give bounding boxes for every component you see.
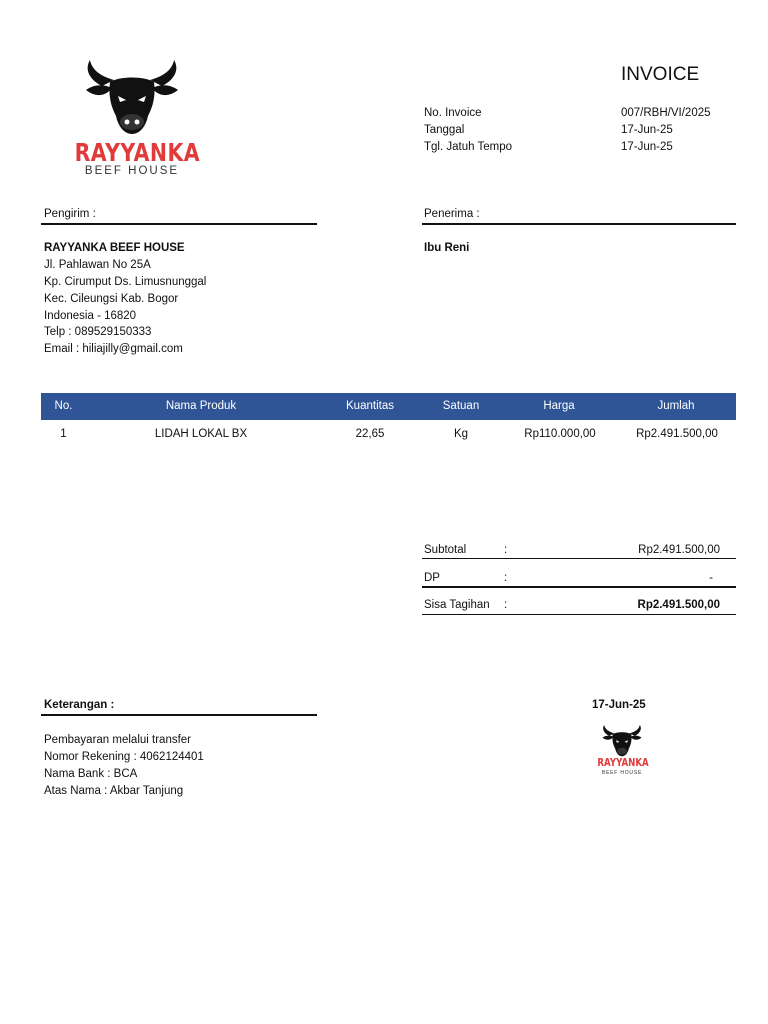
notes-line: Pembayaran melalui transfer: [44, 734, 192, 746]
bull-head-icon: [592, 724, 652, 758]
invoice-number-label: No. Invoice: [424, 107, 482, 119]
dp-value: -: [709, 572, 713, 584]
notes-line: Nama Bank : BCA: [44, 768, 138, 780]
dp-colon: :: [504, 572, 508, 584]
balance-due-colon: :: [504, 599, 508, 611]
bull-head-icon: [62, 58, 202, 138]
sender-address-line: Jl. Pahlawan No 25A: [44, 259, 151, 271]
column-header-amount: Jumlah: [657, 400, 695, 412]
column-header-no: No.: [54, 400, 73, 412]
subtotal-label: Subtotal: [424, 544, 467, 556]
notes-divider: [41, 714, 317, 716]
sender-address-line: Indonesia - 16820: [44, 310, 137, 322]
invoice-number-value: 007/RBH/VI/2025: [621, 107, 711, 119]
balance-due-value: Rp2.491.500,00: [637, 599, 720, 611]
column-header-quantity: Kuantitas: [346, 400, 394, 412]
cell-amount: Rp2.491.500,00: [636, 428, 718, 440]
sender-heading: Pengirim :: [44, 208, 96, 220]
signature-logo: [592, 724, 652, 780]
subtotal-value: Rp2.491.500,00: [638, 544, 720, 556]
balance-due-label: Sisa Tagihan: [424, 599, 490, 611]
sender-divider: [41, 223, 317, 225]
due-date-value: 17-Jun-25: [621, 141, 673, 153]
column-header-product: Nama Produk: [165, 400, 237, 412]
invoice-date-value: 17-Jun-25: [621, 124, 673, 136]
sender-phone: Telp : 089529150333: [44, 326, 152, 338]
subtotal-colon: :: [504, 544, 508, 556]
recipient-name: Ibu Reni: [424, 242, 470, 254]
invoice-date-label: Tanggal: [424, 124, 465, 136]
column-header-unit: Satuan: [442, 400, 480, 412]
brand-subtitle: BEEF HOUSE: [84, 165, 180, 177]
cell-quantity: 22,65: [355, 428, 385, 440]
sender-address-line: Kp. Cirumput Ds. Limusnunggal: [44, 276, 207, 288]
sender-email: Email : hiliajilly@gmail.com: [44, 343, 183, 355]
subtotal-divider: [422, 558, 736, 559]
notes-heading: Keterangan :: [44, 699, 115, 711]
column-header-price: Harga: [543, 400, 575, 412]
due-date-label: Tgl. Jatuh Tempo: [424, 141, 513, 153]
signature-brand-name: RAYYANKA: [597, 757, 649, 769]
notes-line: Nomor Rekening : 4062124401: [44, 751, 204, 763]
sender-name: RAYYANKA BEEF HOUSE: [44, 242, 185, 254]
recipient-divider: [422, 223, 736, 225]
items-table-header: [41, 393, 736, 420]
recipient-heading: Penerima :: [424, 208, 480, 220]
brand-logo: [62, 58, 202, 182]
cell-no: 1: [60, 428, 67, 440]
invoice-title: INVOICE: [621, 64, 700, 85]
dp-label: DP: [424, 572, 440, 584]
dp-divider: [422, 586, 736, 588]
notes-line: Atas Nama : Akbar Tanjung: [44, 785, 184, 797]
signature-date: 17-Jun-25: [592, 699, 646, 711]
signature-brand-subtitle: BEEF HOUSE: [601, 770, 643, 776]
sender-address-line: Kec. Cileungsi Kab. Bogor: [44, 293, 179, 305]
cell-unit: Kg: [453, 428, 469, 440]
cell-product: LIDAH LOKAL BX: [154, 428, 248, 440]
brand-name: RAYYANKA: [74, 138, 201, 167]
cell-price: Rp110.000,00: [524, 428, 596, 440]
balance-due-divider: [422, 614, 736, 615]
